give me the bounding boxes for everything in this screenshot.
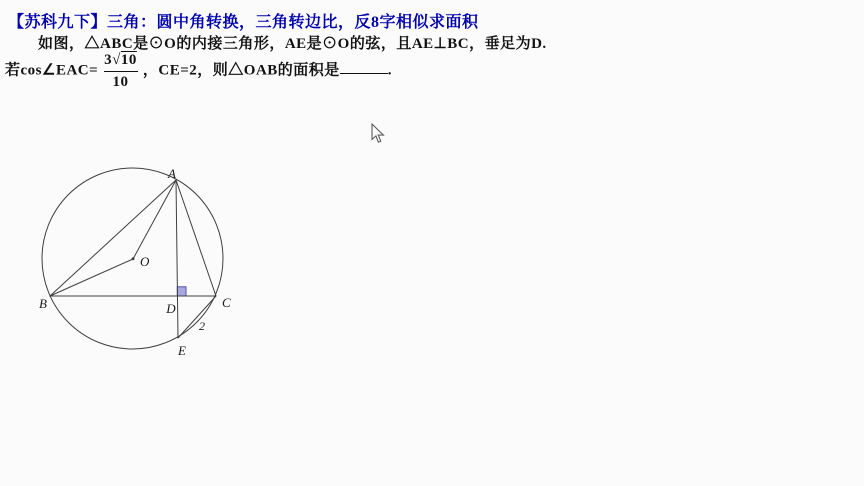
numerator-coefficient: 3 <box>104 52 113 68</box>
segment-BA <box>50 180 176 296</box>
label-point-E: E <box>178 343 186 358</box>
fraction-numerator <box>101 52 140 71</box>
geometry-diagram <box>20 150 250 362</box>
radical-sign: √ <box>112 52 121 68</box>
radicand: 10 <box>120 52 137 68</box>
label-point-D: D <box>166 301 176 316</box>
segment-OA <box>133 180 176 259</box>
segment-AE <box>176 180 178 338</box>
segment-BO <box>50 259 133 296</box>
problem-given-line <box>5 52 392 90</box>
label-point-A: A <box>168 166 176 181</box>
label-point-C: C <box>222 295 231 310</box>
segment-AC <box>176 180 216 296</box>
fraction-3sqrt10-over-10 <box>101 52 140 90</box>
answer-blank <box>340 59 388 74</box>
label-segment-CE-length: 2 <box>199 319 205 333</box>
label-point-O: O <box>140 254 150 269</box>
segment-CE <box>178 296 216 338</box>
given-suffix: ，CE=2，则△OAB的面积是 <box>142 62 340 79</box>
label-point-B: B <box>39 296 47 311</box>
arrow-pointer-shape <box>372 124 383 142</box>
problem-title: 【苏科九下】三角：圆中角转换，三角转边比，反8字相似求面积 <box>8 14 479 31</box>
fraction-denominator: 10 <box>104 71 138 91</box>
problem-statement: 如图，△ABC是⊙O的内接三角形，AE是⊙O的弦，且AE⊥BC，垂足为D. <box>38 36 547 52</box>
center-point-O <box>132 257 135 260</box>
given-prefix: 若cos∠EAC= <box>5 62 99 79</box>
right-angle-marker <box>177 287 186 296</box>
after-blank-period: . <box>387 62 393 79</box>
mouse-cursor-icon <box>368 120 392 148</box>
